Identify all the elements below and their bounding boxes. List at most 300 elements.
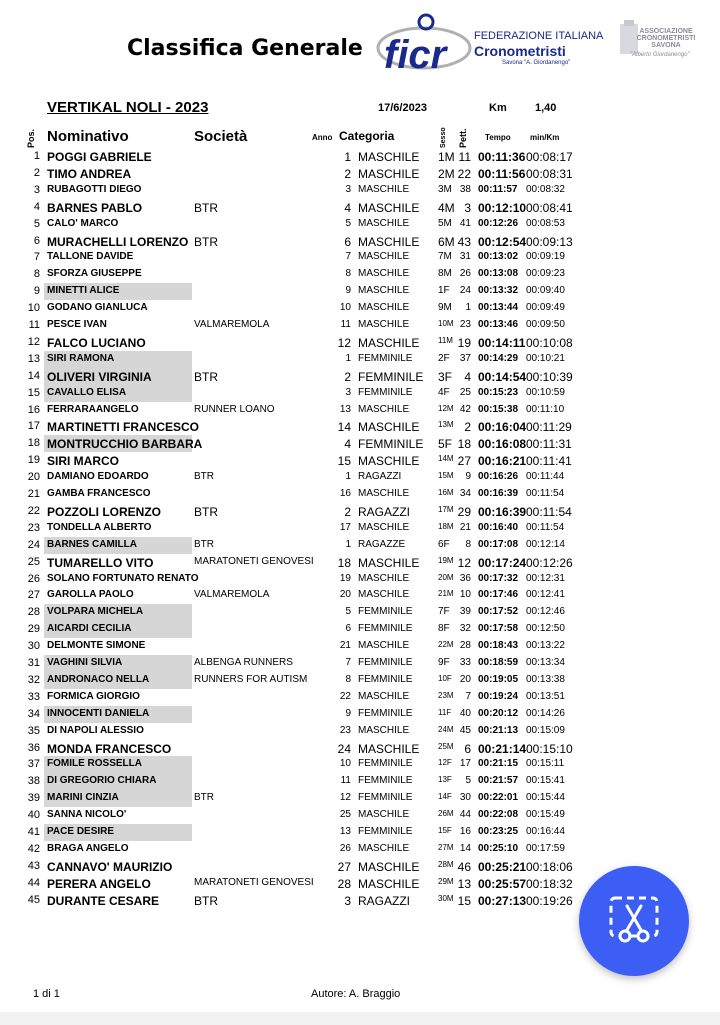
cell-pett: 28 xyxy=(459,640,471,652)
cell-name: SOLANO FORTUNATO RENATO xyxy=(47,572,199,584)
cell-pos: 10 xyxy=(27,302,40,315)
cell-pos: 42 xyxy=(27,842,40,855)
cell-pett: 17 xyxy=(459,758,471,770)
cell-pett: 25 xyxy=(459,386,471,398)
cell-categoria: MASCHILE xyxy=(358,876,420,891)
cell-anno: 3 xyxy=(345,183,351,195)
cell-pett: 16 xyxy=(459,826,471,837)
cell-anno: 1 xyxy=(345,352,351,364)
cell-sesso: 16M xyxy=(438,488,454,497)
table-row xyxy=(0,300,720,317)
cell-name: MINETTI ALICE xyxy=(47,285,120,297)
cell-anno: 22 xyxy=(339,690,351,702)
cell-name: MARINI CINZIA xyxy=(47,792,119,804)
cell-name: GAROLLA PAOLO xyxy=(47,589,134,601)
cell-minkm: 00:15:10 xyxy=(526,741,573,756)
cell-pett: 1 xyxy=(465,302,471,314)
cell-tempo: 00:16:40 xyxy=(478,521,519,533)
table-row xyxy=(0,520,720,537)
cell-anno: 17 xyxy=(339,521,351,533)
table-row xyxy=(0,334,720,351)
cell-minkm: 00:10:39 xyxy=(526,369,573,384)
cell-sesso: 30M xyxy=(438,893,454,903)
cell-pos: 44 xyxy=(27,876,40,889)
cell-categoria: MASCHILE xyxy=(358,200,420,215)
table-row xyxy=(0,604,720,621)
cell-pett: 23 xyxy=(459,319,471,330)
cell-name: OLIVERI VIRGINIA xyxy=(47,369,152,384)
cell-categoria: MASCHILE xyxy=(358,572,410,584)
col-categoria-header: Categoria xyxy=(339,129,395,143)
cell-name: MONDA FRANCESCO xyxy=(47,741,172,756)
cell-minkm: 00:13:38 xyxy=(526,673,565,685)
table-row xyxy=(0,199,720,216)
cell-anno: 4 xyxy=(344,200,351,215)
cell-tempo: 00:13:02 xyxy=(478,251,519,263)
cell-sesso: 28M xyxy=(438,859,454,869)
cell-minkm: 00:09:23 xyxy=(526,268,565,280)
cell-pos: 22 xyxy=(27,504,40,517)
cell-pett: 34 xyxy=(459,488,471,499)
cell-pos: 31 xyxy=(27,657,40,669)
cell-name: DELMONTE SIMONE xyxy=(47,640,146,652)
cell-name: FORMICA GIORGIO xyxy=(47,690,140,702)
cell-minkm: 00:13:22 xyxy=(526,640,565,652)
cell-sesso: 14M xyxy=(438,454,454,464)
cell-pett: 26 xyxy=(459,268,471,280)
cell-tempo: 00:21:57 xyxy=(478,775,519,787)
cell-minkm: 00:09:13 xyxy=(526,234,573,249)
cell-name: DI NAPOLI ALESSIO xyxy=(47,724,144,736)
cell-tempo: 00:13:08 xyxy=(478,268,519,280)
cell-anno: 6 xyxy=(345,623,351,635)
cell-name: PESCE IVAN xyxy=(47,319,107,330)
cell-minkm: 00:11:54 xyxy=(526,488,565,499)
col-pett-header: Pett. xyxy=(458,128,468,148)
cell-name: SIRI RAMONA xyxy=(47,352,115,364)
cell-categoria: MASCHILE xyxy=(358,741,420,756)
cell-name: MONTRUCCHIO BARBARA xyxy=(47,437,203,452)
cell-sesso: 5F xyxy=(438,437,453,452)
cell-tempo: 00:27:13 xyxy=(478,893,527,908)
table-row xyxy=(0,638,720,655)
cell-pett: 6 xyxy=(464,741,471,756)
cell-sesso: 5M xyxy=(438,217,452,229)
cell-categoria: MASCHILE xyxy=(358,809,410,821)
table-row xyxy=(0,587,720,604)
cell-categoria: MASCHILE xyxy=(358,555,420,570)
table-row xyxy=(0,554,720,571)
cell-tempo: 00:22:08 xyxy=(478,809,519,821)
cell-pett: 38 xyxy=(459,183,471,195)
table-row xyxy=(0,283,720,300)
table-row xyxy=(0,317,720,334)
cell-pos: 28 xyxy=(27,606,40,619)
cell-name: PERERA ANGELO xyxy=(47,876,151,891)
cell-pos: 36 xyxy=(27,741,40,754)
col-minkm-header: min/Km xyxy=(530,133,560,142)
cell-anno: 4 xyxy=(344,437,351,452)
cell-pos: 20 xyxy=(27,471,40,484)
cell-anno: 2 xyxy=(344,166,351,181)
cell-anno: 3 xyxy=(344,893,351,908)
cell-minkm: 00:15:41 xyxy=(526,775,565,787)
cell-sesso: 7M xyxy=(438,251,452,263)
cell-minkm: 00:08:41 xyxy=(526,200,573,215)
cell-pos: 8 xyxy=(33,268,40,281)
cell-pett: 31 xyxy=(459,251,471,263)
cell-minkm: 00:10:59 xyxy=(526,386,565,398)
association-signature: "Alberto Giordanengo" xyxy=(630,52,690,58)
cell-sesso: 3M xyxy=(438,183,452,195)
cell-tempo: 00:16:39 xyxy=(478,504,527,519)
cell-pett: 11 xyxy=(458,150,471,164)
cell-name: SFORZA GIUSEPPE xyxy=(47,268,142,280)
cell-pos: 15 xyxy=(27,386,40,399)
ficr-logo xyxy=(374,12,604,84)
table-row xyxy=(0,486,720,503)
col-tempo-header: Tempo xyxy=(485,133,511,142)
cell-minkm: 00:15:49 xyxy=(526,809,565,821)
cell-pett: 24 xyxy=(459,285,471,297)
col-pos-header: Pos. xyxy=(26,128,36,148)
cell-sesso: 24M xyxy=(438,724,454,734)
cell-pett: 45 xyxy=(459,724,471,736)
cell-tempo: 00:15:23 xyxy=(478,386,519,398)
cell-minkm: 00:08:31 xyxy=(526,166,573,181)
cell-anno: 7 xyxy=(345,657,351,668)
cell-name: PACE DESIRE xyxy=(47,826,115,837)
cell-minkm: 00:09:49 xyxy=(526,302,565,314)
cell-societa: MARATONETI GENOVESI xyxy=(194,876,314,888)
cell-pos: 1 xyxy=(33,150,40,162)
cell-anno: 9 xyxy=(345,707,351,719)
cell-tempo: 00:17:24 xyxy=(478,555,527,570)
cell-sesso: 10M xyxy=(438,319,454,328)
cell-name: POZZOLI LORENZO xyxy=(47,504,161,519)
cell-name: DAMIANO EDOARDO xyxy=(47,471,149,483)
cell-categoria: FEMMINILE xyxy=(358,792,413,804)
cell-categoria: FEMMINILE xyxy=(358,352,413,364)
cell-pett: 27 xyxy=(457,454,471,469)
cell-name: ANDRONACO NELLA xyxy=(47,673,150,685)
ficr-cronometristi: Cronometristi xyxy=(474,43,566,59)
cell-pos: 16 xyxy=(27,403,40,416)
cell-anno: 10 xyxy=(339,302,351,314)
cell-pos: 23 xyxy=(27,521,40,534)
cell-societa: VALMAREMOLA xyxy=(194,319,270,330)
table-row xyxy=(0,469,720,486)
cell-minkm: 00:15:44 xyxy=(526,792,565,804)
cell-tempo: 00:25:10 xyxy=(478,842,519,854)
cell-sesso: 18M xyxy=(438,521,454,531)
cell-anno: 21 xyxy=(339,640,351,652)
cell-anno: 9 xyxy=(345,285,351,297)
table-row xyxy=(0,351,720,368)
cell-pett: 39 xyxy=(459,606,471,618)
cell-minkm: 00:12:46 xyxy=(526,606,565,618)
cell-name: DURANTE CESARE xyxy=(47,893,160,908)
cell-categoria: FEMMINILE xyxy=(358,606,413,618)
cell-anno: 23 xyxy=(339,724,351,736)
cell-pos: 32 xyxy=(27,673,40,686)
cell-categoria: MASCHILE xyxy=(358,166,420,181)
cell-pos: 19 xyxy=(27,454,40,467)
cell-pos: 39 xyxy=(27,792,40,805)
cell-categoria: FEMMINILE xyxy=(358,775,413,787)
cell-minkm: 00:08:17 xyxy=(526,150,573,164)
cell-pett: 2 xyxy=(464,420,471,435)
cell-sesso: 23M xyxy=(438,690,454,700)
cell-categoria: MASCHILE xyxy=(358,690,410,702)
ficr-federation: FEDERAZIONE ITALIANA xyxy=(474,30,604,42)
cell-name: INNOCENTI DANIELA xyxy=(47,707,150,719)
cell-sesso: 15F xyxy=(438,826,452,835)
cell-name: BRAGA ANGELO xyxy=(47,842,129,854)
cell-tempo: 00:16:21 xyxy=(478,454,527,469)
race-name: VERTIKAL NOLI - 2023 xyxy=(47,99,209,116)
cell-categoria: MASCHILE xyxy=(358,403,410,415)
cell-tempo: 00:18:43 xyxy=(478,640,519,652)
cell-name: VAGHINI SILVIA xyxy=(47,657,123,668)
cell-anno: 1 xyxy=(345,538,351,550)
cell-pos: 38 xyxy=(27,775,40,788)
cell-anno: 2 xyxy=(344,504,351,519)
cell-pos: 27 xyxy=(27,589,40,602)
cell-societa: MARATONETI GENOVESI xyxy=(194,555,314,567)
cell-minkm: 00:08:53 xyxy=(526,217,565,229)
cell-pos: 37 xyxy=(27,758,40,771)
cell-name: FOMILE ROSSELLA xyxy=(47,758,142,770)
cell-sesso: 1M xyxy=(438,150,455,164)
cell-minkm: 00:12:31 xyxy=(526,572,565,584)
cell-categoria: FEMMINILE xyxy=(358,657,413,668)
cell-categoria: MASCHILE xyxy=(358,234,420,249)
table-row xyxy=(0,672,720,689)
cell-pos: 9 xyxy=(33,285,40,298)
table-row xyxy=(0,182,720,199)
cell-minkm: 00:18:32 xyxy=(526,876,573,891)
table-row xyxy=(0,841,720,858)
cell-societa: BTR xyxy=(194,538,214,550)
cell-tempo: 00:12:10 xyxy=(478,200,527,215)
cell-categoria: MASCHILE xyxy=(358,640,410,652)
cell-tempo: 00:17:08 xyxy=(478,538,519,550)
table-row xyxy=(0,655,720,672)
cell-minkm: 00:11:54 xyxy=(526,521,565,533)
cell-tempo: 00:17:32 xyxy=(478,572,519,584)
cell-name: FALCO LUCIANO xyxy=(47,335,146,350)
cell-pos: 13 xyxy=(27,352,40,365)
cell-sesso: 13M xyxy=(438,420,454,430)
cell-minkm: 00:12:26 xyxy=(526,555,573,570)
cell-anno: 19 xyxy=(339,572,351,584)
cell-pett: 44 xyxy=(459,809,471,821)
cell-categoria: RAGAZZI xyxy=(358,893,411,908)
cell-categoria: MASCHILE xyxy=(358,251,410,263)
cell-sesso: 12M xyxy=(438,403,454,413)
cell-tempo: 00:11:57 xyxy=(478,183,518,195)
cell-sesso: 26M xyxy=(438,809,454,819)
cell-minkm: 00:17:59 xyxy=(526,842,565,854)
cell-pett: 41 xyxy=(459,217,471,229)
cell-pos: 6 xyxy=(33,234,40,247)
cell-pett: 29 xyxy=(457,504,471,519)
cell-pos: 5 xyxy=(33,217,40,230)
cell-pos: 2 xyxy=(33,166,40,179)
cell-categoria: MASCHILE xyxy=(358,302,410,314)
cell-anno: 10 xyxy=(339,758,351,770)
table-row xyxy=(0,621,720,638)
table-row xyxy=(0,452,720,469)
table-row xyxy=(0,740,720,757)
cell-pos: 11 xyxy=(28,319,40,331)
cell-name: GODANO GIANLUCA xyxy=(47,302,148,314)
cell-sesso: 22M xyxy=(438,640,454,650)
cell-tempo: 00:16:08 xyxy=(478,437,527,452)
cell-anno: 12 xyxy=(337,335,351,350)
table-row xyxy=(0,435,720,452)
cell-pos: 41 xyxy=(27,826,40,838)
cell-sesso: 6F xyxy=(438,538,450,550)
cell-pett: 12 xyxy=(457,555,471,570)
cell-tempo: 00:22:01 xyxy=(478,792,519,804)
cell-sesso: 8M xyxy=(438,268,452,280)
cell-name: TONDELLA ALBERTO xyxy=(47,521,152,533)
cell-anno: 20 xyxy=(339,589,351,601)
cell-anno: 5 xyxy=(345,217,351,229)
cell-minkm: 00:09:50 xyxy=(526,319,565,330)
cell-sesso: 29M xyxy=(438,876,454,886)
cell-categoria: FEMMINILE xyxy=(358,758,413,770)
col-anno-header: Anno xyxy=(312,133,333,142)
cell-societa: BTR xyxy=(194,200,218,215)
cell-sesso: 25M xyxy=(438,741,454,751)
cell-anno: 25 xyxy=(339,809,351,821)
cell-tempo: 00:14:54 xyxy=(478,369,527,384)
cell-societa: BTR xyxy=(194,792,214,804)
table-row xyxy=(0,266,720,283)
cell-societa: VALMAREMOLA xyxy=(194,589,270,601)
cell-tempo: 00:11:36 xyxy=(478,150,526,164)
cell-categoria: FEMMINILE xyxy=(358,826,413,837)
cell-anno: 24 xyxy=(337,741,351,756)
cell-minkm: 00:10:08 xyxy=(526,335,573,350)
cell-societa: BTR xyxy=(194,504,218,519)
cell-pos: 21 xyxy=(27,488,40,500)
cell-tempo: 00:23:25 xyxy=(478,826,519,837)
table-row xyxy=(0,233,720,250)
cell-name: BARNES PABLO xyxy=(47,200,143,215)
cell-name: POGGI GABRIELE xyxy=(47,150,152,164)
cell-pett: 8 xyxy=(465,538,471,550)
cell-categoria: FEMMINILE xyxy=(358,437,424,452)
cell-categoria: MASCHILE xyxy=(358,842,410,854)
cell-sesso: 4F xyxy=(438,386,450,398)
cell-pos: 18 xyxy=(27,437,40,450)
cell-sesso: 14F xyxy=(438,792,452,802)
cell-pett: 14 xyxy=(459,842,471,854)
cell-categoria: MASCHILE xyxy=(358,150,420,164)
cell-name: GAMBA FRANCESCO xyxy=(47,488,151,499)
cell-anno: 13 xyxy=(339,403,351,415)
cell-minkm: 00:14:26 xyxy=(526,707,565,719)
cell-pos: 17 xyxy=(27,420,40,433)
cell-pett: 10 xyxy=(459,589,471,601)
cell-anno: 5 xyxy=(345,606,351,618)
cell-pett: 40 xyxy=(459,707,471,719)
cell-anno: 7 xyxy=(345,251,351,263)
cell-categoria: MASCHILE xyxy=(358,454,420,469)
cell-sesso: 6M xyxy=(438,234,455,249)
cell-categoria: MASCHILE xyxy=(358,268,410,280)
table-row xyxy=(0,249,720,266)
cell-name: CANNAVO' MAURIZIO xyxy=(47,859,173,874)
cell-pett: 4 xyxy=(464,369,471,384)
cell-minkm: 00:08:32 xyxy=(526,183,565,195)
cell-pos: 12 xyxy=(27,335,40,348)
cell-categoria: RAGAZZI xyxy=(358,471,402,483)
cell-sesso: 9F xyxy=(438,657,450,668)
cell-pett: 7 xyxy=(465,690,471,702)
table-row xyxy=(0,706,720,723)
cell-tempo: 00:17:46 xyxy=(478,589,519,601)
cell-pett: 19 xyxy=(457,335,471,350)
cell-anno: 26 xyxy=(339,842,351,854)
cell-sesso: 9M xyxy=(438,302,452,314)
screenshot-scissors-button[interactable] xyxy=(579,866,689,976)
cell-tempo: 00:14:29 xyxy=(478,352,519,364)
cell-tempo: 00:21:13 xyxy=(478,724,519,736)
cell-tempo: 00:17:52 xyxy=(478,606,519,618)
cell-categoria: RAGAZZI xyxy=(358,504,411,519)
cell-name: TUMARELLO VITO xyxy=(47,555,154,570)
cell-tempo: 00:20:12 xyxy=(478,707,519,719)
author: Autore: A. Braggio xyxy=(311,988,401,1000)
cell-pett: 20 xyxy=(459,673,471,685)
cell-pett: 9 xyxy=(465,471,471,483)
cell-name: TALLONE DAVIDE xyxy=(47,251,134,263)
cell-sesso: 8F xyxy=(438,623,450,635)
cell-categoria: FEMMINILE xyxy=(358,623,413,635)
cell-pett: 32 xyxy=(459,623,471,635)
cell-minkm: 00:11:10 xyxy=(526,403,565,415)
cell-pett: 46 xyxy=(457,859,471,874)
cell-tempo: 00:11:56 xyxy=(478,166,526,181)
cell-tempo: 00:13:46 xyxy=(478,319,519,330)
cell-name: VOLPARA MICHELA xyxy=(47,606,144,618)
cell-minkm: 00:13:51 xyxy=(526,690,565,702)
cell-anno: 11 xyxy=(340,319,351,330)
cell-tempo: 00:19:24 xyxy=(478,690,519,702)
cell-tempo: 00:21:14 xyxy=(478,741,527,756)
cell-pos: 29 xyxy=(27,623,40,636)
cell-categoria: RAGAZZE xyxy=(358,538,406,550)
cell-societa: BTR xyxy=(194,893,218,908)
association-logo xyxy=(616,18,708,70)
cell-minkm: 00:09:19 xyxy=(526,251,565,263)
table-row xyxy=(0,537,720,554)
cell-sesso: 21M xyxy=(438,589,454,599)
cell-pett: 33 xyxy=(459,657,471,668)
table-row xyxy=(0,216,720,233)
page-number: 1 di 1 xyxy=(33,988,60,1000)
cell-sesso: 17M xyxy=(438,504,454,514)
cell-tempo: 00:18:59 xyxy=(478,657,519,668)
cell-societa: RUNNERS FOR AUTISM xyxy=(194,673,308,685)
cell-minkm: 00:11:41 xyxy=(526,454,572,469)
cell-categoria: FEMMINILE xyxy=(358,707,413,719)
